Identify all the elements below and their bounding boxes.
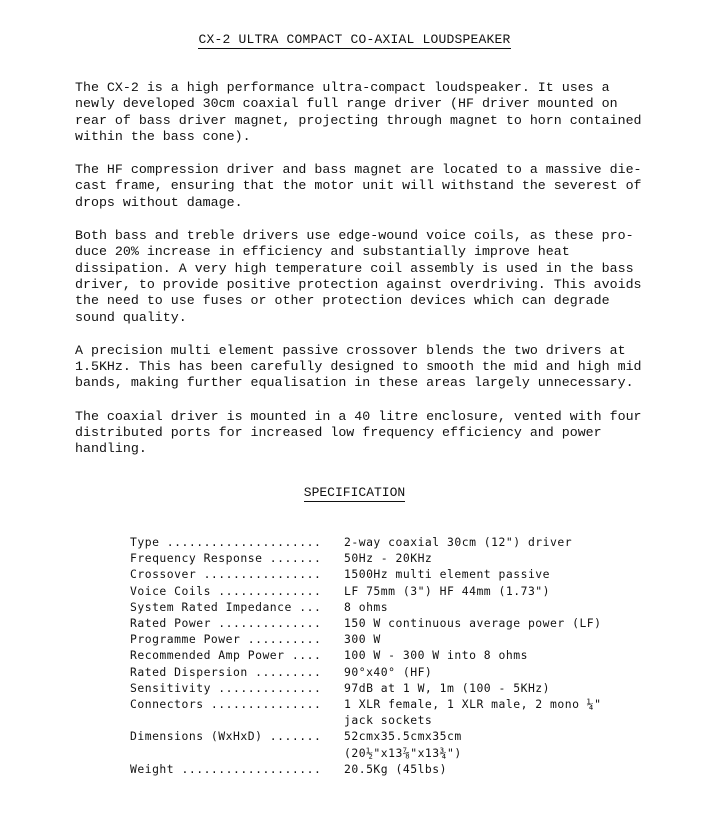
spec-row-sensitivity: [130, 680, 670, 696]
spec-value: 8 ohms: [344, 599, 389, 614]
spec-value: 1500Hz multi element passive: [344, 567, 551, 582]
spec-row-weight: [130, 761, 670, 777]
paragraph-frame: The HF compression driver and bass magnet are located to a massive die- cast frame, ensuring that the motor unit will withstand the severest of drops without damage.: [75, 162, 642, 210]
spec-label: Programme Power ..........: [130, 632, 322, 647]
spec-label: Crossover ................: [130, 567, 322, 582]
paragraph-voice-coils: Both bass and treble drivers use edge-wound voice coils, as these pro- duce 20% increase in efficiency and substantially improve heat dissipation. A very high temperature coil assembly is used in the bass driver, to provide positive protection against overdriving. This avoids the need to use fuses or other protection devices which can degrade sound quality.: [75, 228, 642, 325]
spec-value: 20.5Kg (45lbs): [344, 761, 448, 776]
spec-row-dimensions: [130, 728, 670, 760]
specification-heading-text: SPECIFICATION: [303, 485, 406, 500]
spec-label: Connectors ...............: [130, 697, 322, 712]
spec-value: 1 XLR female, 1 XLR male, 2 mono ¼" jack sockets: [344, 697, 602, 728]
spec-label: Type .....................: [130, 535, 322, 549]
spec-label: Sensitivity ..............: [130, 680, 322, 695]
spec-value: 52cmx35.5cmx35cm (20½"x13⅞"x13¾"): [344, 729, 462, 760]
spec-row-connectors: [130, 696, 670, 728]
spec-row-rated-dispersion: [130, 664, 670, 680]
spec-row-type: [130, 534, 670, 550]
spec-row-impedance: [130, 599, 670, 615]
spec-value: LF 75mm (3") HF 44mm (1.73"): [344, 583, 551, 598]
spec-label: Rated Power ..............: [130, 616, 322, 631]
specification-table: [130, 534, 670, 777]
paragraph-enclosure: The coaxial driver is mounted in a 40 litre enclosure, vented with four distributed ports for increased low frequency efficiency and power handling.: [75, 408, 642, 457]
spec-value: 90°x40° (HF): [344, 664, 433, 679]
spec-label: Rated Dispersion .........: [130, 664, 322, 679]
spec-label: Frequency Response .......: [130, 551, 322, 566]
spec-row-crossover: [130, 566, 670, 582]
spec-value: 150 W continuous average power (LF): [344, 616, 602, 631]
spec-value: 2-way coaxial 30cm (12") driver: [344, 535, 573, 549]
spec-value: 50Hz - 20KHz: [344, 551, 433, 566]
spec-row-frequency-response: [130, 550, 670, 566]
spec-label: Dimensions (WxHxD) .......: [130, 729, 322, 744]
spec-label: System Rated Impedance ...: [130, 599, 322, 614]
body-text: [75, 80, 675, 475]
spec-label: Recommended Amp Power ....: [130, 648, 322, 663]
spec-row-rated-power: [130, 615, 670, 631]
spec-row-voice-coils: [130, 583, 670, 599]
document-title: [0, 32, 709, 47]
spec-label: Voice Coils ..............: [130, 583, 322, 598]
spec-value: 97dB at 1 W, 1m (100 - 5KHz): [344, 680, 551, 695]
spec-row-recommended-amp-power: [130, 647, 670, 663]
specification-heading: [0, 485, 709, 500]
spec-value: 300 W: [344, 632, 381, 647]
paragraph-intro: The CX-2 is a high performance ultra-compact loudspeaker. It uses a newly developed 30cm coaxial full range driver (HF driver mounted on rear of bass driver magnet, projecting through magnet to horn contained within the bass cone).: [75, 80, 642, 144]
spec-label: Weight ...................: [130, 761, 322, 776]
document-title-text: CX-2 ULTRA COMPACT CO-AXIAL LOUDSPEAKER: [198, 32, 511, 47]
spec-row-programme-power: [130, 631, 670, 647]
paragraph-crossover: A precision multi element passive crossover blends the two drivers at 1.5KHz. This has been carefully designed to smooth the mid and high mid bands, making further equalisation in these areas largely unnecessary.: [75, 342, 642, 391]
spec-value: 100 W - 300 W into 8 ohms: [344, 648, 528, 663]
